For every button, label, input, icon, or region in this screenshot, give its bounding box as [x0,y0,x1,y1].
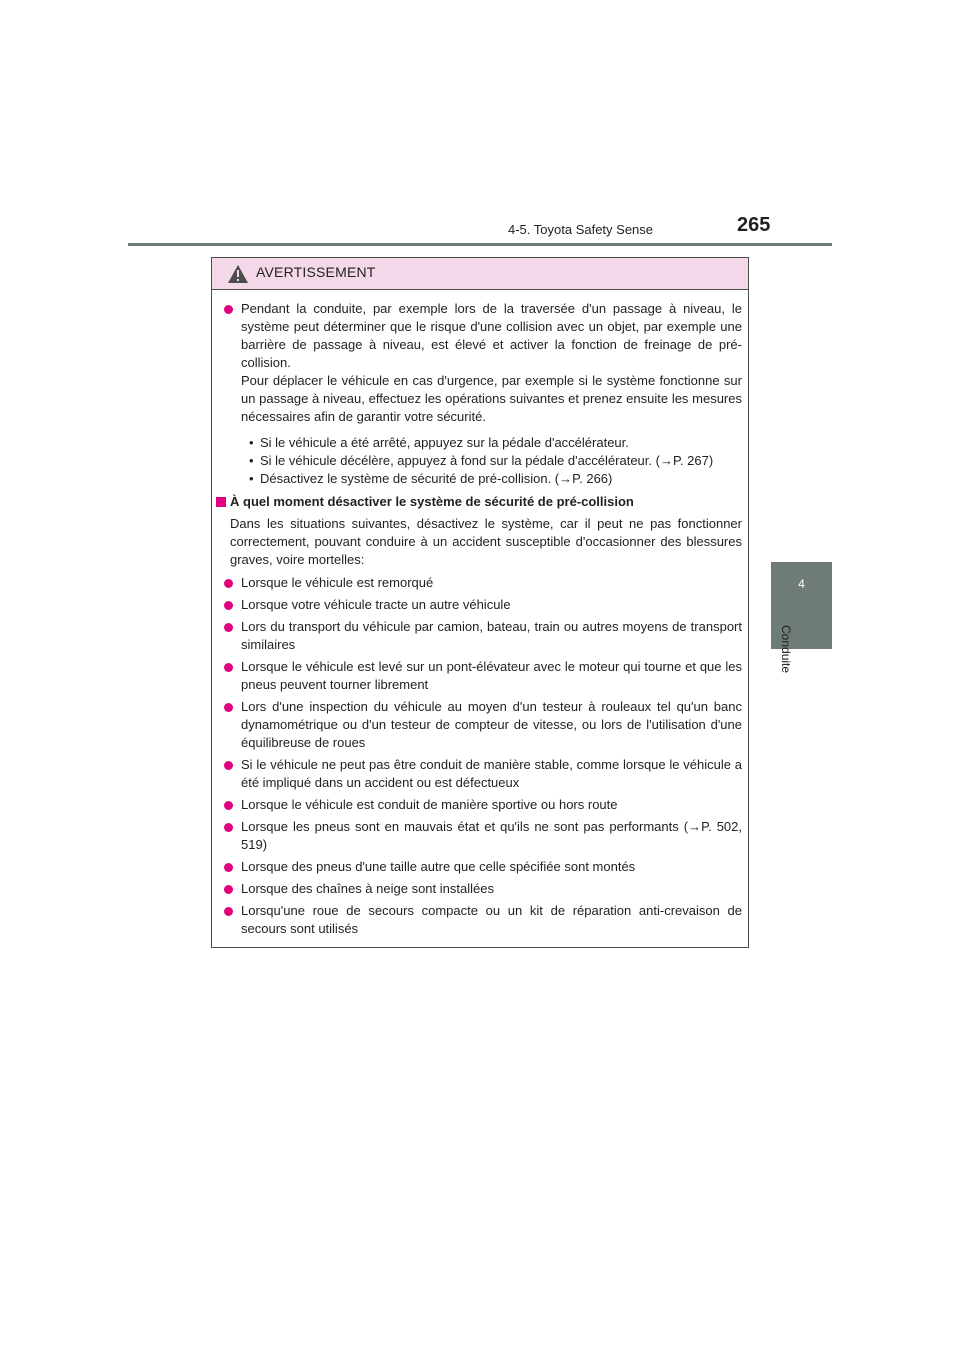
item-text: Lorsque votre véhicule tracte un autre véhicule [241,597,511,612]
list-item [212,574,748,592]
dot-icon: • [249,471,254,486]
header-section-title: 4-5. Toyota Safety Sense [508,222,654,237]
dot-icon: • [249,435,254,450]
list-item [212,796,748,814]
step-item [212,452,748,470]
paragraph: Pendant la conduite, par exemple lors de la traversée d'un passage à niveau, le système peut déterminer que le risque d'une collision avec un objet, par exemple une barrière de passage à niveau, est élevé et activer la fonction de freinage de pré-collision. [241,301,742,370]
list-item [212,698,748,752]
bullet-icon [224,885,233,894]
list-item [212,902,748,938]
bullet-icon [224,663,233,672]
section-heading [212,493,748,511]
section-intro: Dans les situations suivantes, désactivez le système, car il peut ne pas fonctionner correctement, pouvant conduire à un accident susceptible d'occasionner des blessures graves, voire mortelles: [230,516,742,567]
item-text: Lors d'une inspection du véhicule au moyen d'un testeur à rouleaux tel qu'un banc dynamométrique ou d'un testeur de compteur de vitesse, ou lors de l'utilisation d'une équilibreuse de roues [241,699,742,750]
page-number: 265 [737,214,771,236]
list-item [212,818,748,854]
chapter-number: 4 [798,577,805,591]
header-rule [128,243,832,246]
item-text: Lorsque des chaînes à neige sont installées [241,881,494,896]
bullet-icon [224,703,233,712]
list-item [212,618,748,654]
step-text: Désactivez le système de sécurité de pré-collision. (→P. 266) [260,471,613,486]
step-item [212,470,748,488]
step-list [212,434,748,488]
square-bullet-icon [216,497,226,507]
list-item [212,880,748,898]
list-item [212,596,748,614]
warning-content [212,291,748,938]
warning-box [211,257,749,948]
step-text: Si le véhicule décélère, appuyez à fond sur la pédale d'accélérateur. (→P. 267) [260,453,714,468]
bullet-icon [224,305,233,314]
bullet-icon [224,601,233,610]
item-text: Lorsque des pneus d'une taille autre que celle spécifiée sont montés [241,859,636,874]
warning-header [212,258,748,290]
step-text: Si le véhicule a été arrêté, appuyez sur la pédale d'accélérateur. [260,435,629,450]
item-text: Lorsque le véhicule est conduit de manière sportive ou hors route [241,797,618,812]
section-title: À quel moment désactiver le système de sécurité de pré-collision [230,494,634,509]
item-text: Si le véhicule ne peut pas être conduit de manière stable, comme lorsque le véhicule a été impliqué dans un accident ou est défectueux [241,757,742,790]
bullet-icon [224,907,233,916]
item-text: Lorsque le véhicule est levé sur un pont-élévateur avec le moteur qui tourne et que les pneus peuvent tourner librement [241,659,742,692]
chapter-label [779,625,815,695]
bullet-icon [224,863,233,872]
list-item [212,658,748,694]
chapter-label-text: Conduite [779,625,793,674]
item-text: Lors du transport du véhicule par camion, bateau, train ou autres moyens de transport similaires [241,619,742,652]
item-text: Lorsque le véhicule est remorqué [241,575,434,590]
bullet-icon [224,623,233,632]
warning-triangle-icon [227,264,249,284]
list-item [212,756,748,792]
list-item [212,300,748,426]
item-text: Lorsque les pneus sont en mauvais état et qu'ils ne sont pas performants (→P. 502, 519) [241,819,742,852]
item-text: Lorsqu'une roue de secours compacte ou un kit de réparation anti-crevaison de secours sont utilisés [241,903,742,936]
bullet-icon [224,823,233,832]
bullet-icon [224,801,233,810]
dot-icon: • [249,453,254,468]
bullet-icon [224,579,233,588]
paragraph: Pour déplacer le véhicule en cas d'urgence, par exemple si le système fonctionne sur un passage à niveau, effectuez les opérations suivantes et prenez ensuite les mesures nécessaires afin de garantir votre sécurité. [241,373,742,424]
warning-title: AVERTISSEMENT [256,264,376,280]
list-item [212,858,748,876]
step-item [212,434,748,452]
bullet-icon [224,761,233,770]
